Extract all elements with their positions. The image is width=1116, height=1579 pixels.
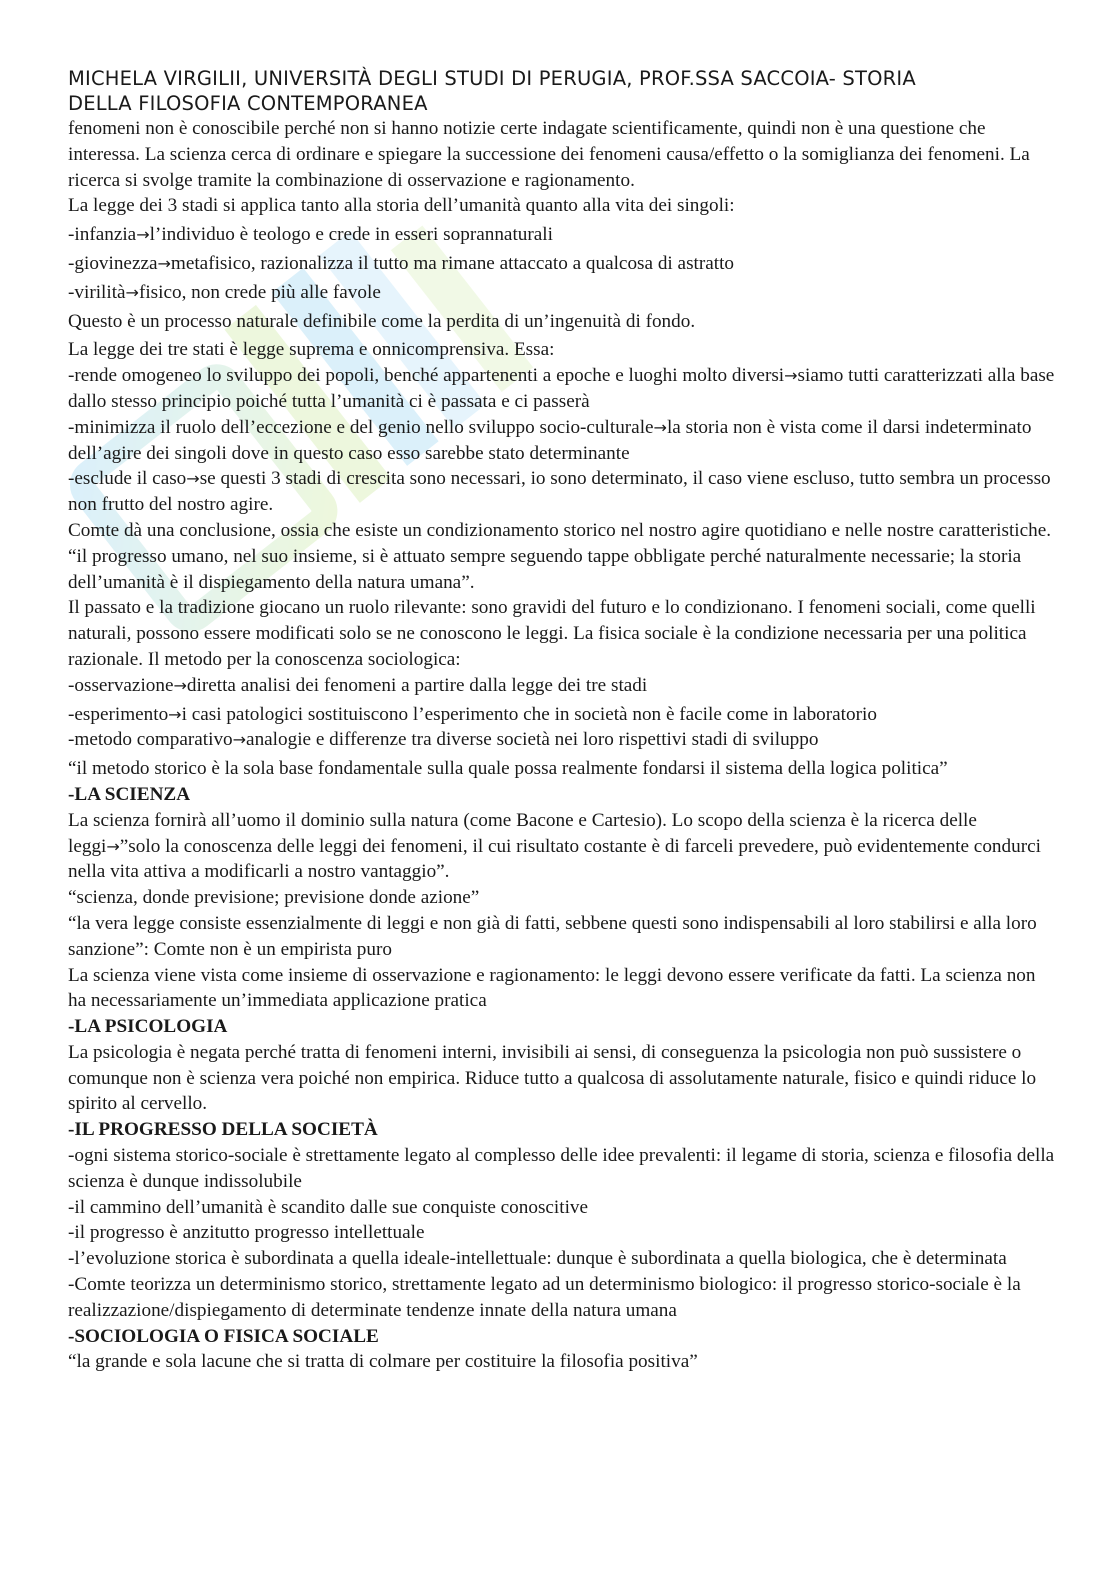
list-item-term: -rende omogeneo lo sviluppo dei popoli, benché appartenenti a epoche e luoghi molto diversi (68, 365, 785, 387)
section-heading-scienza: -LA SCIENZA (68, 783, 191, 805)
quote: “scienza, donde previsione; previsione donde azione” (68, 887, 480, 909)
paragraph: fenomeni non è conoscibile perché non si hanno notizie certe indagate scientificamente, quindi non è una questione che interessa. La scienza cerca di ordinare e spiegare la successione dei fenomeni causa/effetto o la somiglianza dei fenomeni. La ricerca si svolge tramite la combinazione di osservazione e ragionamento. (68, 118, 1030, 191)
quote: “il progresso umano, nel suo insieme, si è attuato sempre seguendo tappe obbligate perché naturalmente necessarie; la storia dell’umanità è il dispiegamento della natura umana”. (68, 545, 1022, 593)
list-item-text: metafisico, razionalizza il tutto ma rimane attaccato a qualcosa di astratto (170, 252, 735, 274)
arrow-icon: → (106, 836, 120, 856)
list-item-term: -infanzia (68, 224, 137, 246)
list-item (68, 251, 1058, 277)
list-item: -Comte teorizza un determinismo storico, strettamente legato ad un determinismo biologico: il progresso storico-sociale è la realizzazione/dispiegamento di determinate tendenze innate della natura umana (68, 1274, 1021, 1321)
paragraph: Comte dà una conclusione, ossia che esiste un condizionamento storico nel nostro agire quotidiano e nelle nostre caratteristiche. (68, 519, 1052, 541)
list-item-text: siamo tutti caratterizzati alla base dallo stesso principio poiché tutta l’umanità ci è passata e ci passerà (68, 365, 1055, 412)
arrow-icon: → (784, 366, 798, 386)
list-item (68, 727, 1058, 753)
arrow-icon: → (186, 469, 200, 489)
paragraph-text: ”solo la conoscenza delle leggi dei fenomeni, il cui risultato costante è di farceli prevedere, può evidentemente condurci nella vita attiva a modificarli a nostro vantaggio”. (68, 835, 1041, 883)
section-heading-sociologia: -SOCIOLOGIA O FISICA SOCIALE (68, 1325, 379, 1347)
list-item-term: -minimizza il ruolo dell’eccezione e del genio nello sviluppo socio-culturale (68, 416, 654, 438)
list-item (68, 280, 1058, 306)
list-item-term: -osservazione (68, 674, 174, 696)
arrow-icon: → (173, 675, 187, 695)
list-item-text: la storia non è vista come il darsi indeterminato dell’agire dei singoli dove in questo caso esso sarebbe stato determinante (68, 416, 1032, 464)
list-item-text: fisico, non crede più alle favole (138, 281, 381, 303)
list-item (68, 702, 1058, 728)
header-line-1: MICHELA VIRGILII, UNIVERSITÀ DEGLI STUDI DI PERUGIA, PROF.SSA SACCOIA- STORIA (68, 67, 916, 90)
list-item (68, 363, 1058, 415)
list-item-term: -virilità (68, 281, 126, 303)
arrow-icon: → (136, 225, 150, 245)
quote: “la vera legge consiste essenzialmente di leggi e non già di fatti, sebbene questi sono indispensabili al loro stabilirsi e alla loro sanzione”: Comte non è un empirista puro (68, 912, 1037, 960)
list-item-text: diretta analisi dei fenomeni a partire dalla legge dei tre stadi (186, 674, 648, 696)
paragraph-text: La scienza fornirà all’uomo il dominio sulla natura (come Bacone e Cartesio). Lo scopo della scienza è la ricerca delle leggi (68, 809, 977, 857)
document-page (68, 66, 1058, 1375)
list-item (68, 415, 1058, 467)
list-item-term: -giovinezza (68, 252, 158, 274)
paragraph (68, 808, 1058, 885)
document-header (68, 66, 1058, 116)
list-item (68, 673, 1058, 699)
list-item-term: -esperimento (68, 703, 169, 725)
list-item-text: analogie e differenze tra diverse società nei loro rispettivi stadi di sviluppo (246, 729, 819, 751)
list-item: -il progresso è anzitutto progresso intellettuale (68, 1222, 425, 1244)
quote: “la grande e sola lacune che si tratta di colmare per costituire la filosofia positiva” (68, 1351, 698, 1373)
arrow-icon: → (168, 704, 182, 724)
list-item-term: -metodo comparativo (68, 729, 233, 751)
paragraph: La scienza viene vista come insieme di osservazione e ragionamento: le leggi devono essere verificate da fatti. La scienza non ha necessariamente un’immediata applicazione pratica (68, 964, 1036, 1012)
paragraph: La legge dei 3 stadi si applica tanto alla storia dell’umanità quanto alla vita dei singoli: (68, 195, 735, 217)
arrow-icon: → (653, 417, 667, 437)
list-item (68, 466, 1058, 518)
list-item: -ogni sistema storico-sociale è strettamente legato al complesso delle idee prevalenti: il legame di storia, scienza e filosofia della scienza è dunque indissolubile (68, 1145, 1055, 1192)
section-heading-psicologia: -LA PSICOLOGIA (68, 1016, 228, 1038)
document-body (68, 116, 1058, 1375)
arrow-icon: → (157, 253, 171, 273)
section-heading-progresso: -IL PROGRESSO DELLA SOCIETÀ (68, 1119, 378, 1141)
header-line-2: DELLA FILOSOFIA CONTEMPORANEA (68, 92, 428, 115)
paragraph: La psicologia è negata perché tratta di fenomeni interni, invisibili ai sensi, di conseguenza la psicologia non può sussistere o comunque non è scienza vera poiché non empirica. Riduce tutto a qualcosa di assolutamente naturale, fisico e quindi riduce lo spirito al cervello. (68, 1041, 1037, 1115)
list-item-text: l’individuo è teologo e crede in esseri soprannaturali (149, 224, 553, 246)
arrow-icon: → (125, 282, 139, 302)
list-item-text: i casi patologici sostituiscono l’esperimento che in società non è facile come in laboratorio (181, 703, 877, 725)
paragraph: La legge dei tre stati è legge suprema e onnicomprensiva. Essa: (68, 339, 555, 361)
list-item (68, 222, 1058, 248)
quote: “il metodo storico è la sola base fondamentale sulla quale possa realmente fondarsi il sistema della logica politica” (68, 758, 948, 780)
list-item: -il cammino dell’umanità è scandito dalle sue conquiste conoscitive (68, 1196, 589, 1218)
list-item: -l’evoluzione storica è subordinata a quella ideale-intellettuale: dunque è subordinata a quella biologica, che è determinata (68, 1248, 1007, 1270)
arrow-icon: → (232, 730, 247, 750)
paragraph: Il passato e la tradizione giocano un ruolo rilevante: sono gravidi del futuro e lo condizionano. I fenomeni sociali, come quelli naturali, possono essere modificati solo se ne conoscono le leggi. La fisica sociale è la condizione necessaria per una politica razionale. Il metodo per la conoscenza sociologica: (68, 597, 1036, 670)
list-item-term: -esclude il caso (68, 468, 187, 490)
paragraph: Questo è un processo naturale definibile come la perdita di un’ingenuità di fondo. (68, 310, 696, 332)
list-item-text: se questi 3 stadi di crescita sono necessari, io sono determinato, il caso viene escluso, tutto sembra un processo non frutto del nostro agire. (68, 468, 1051, 516)
